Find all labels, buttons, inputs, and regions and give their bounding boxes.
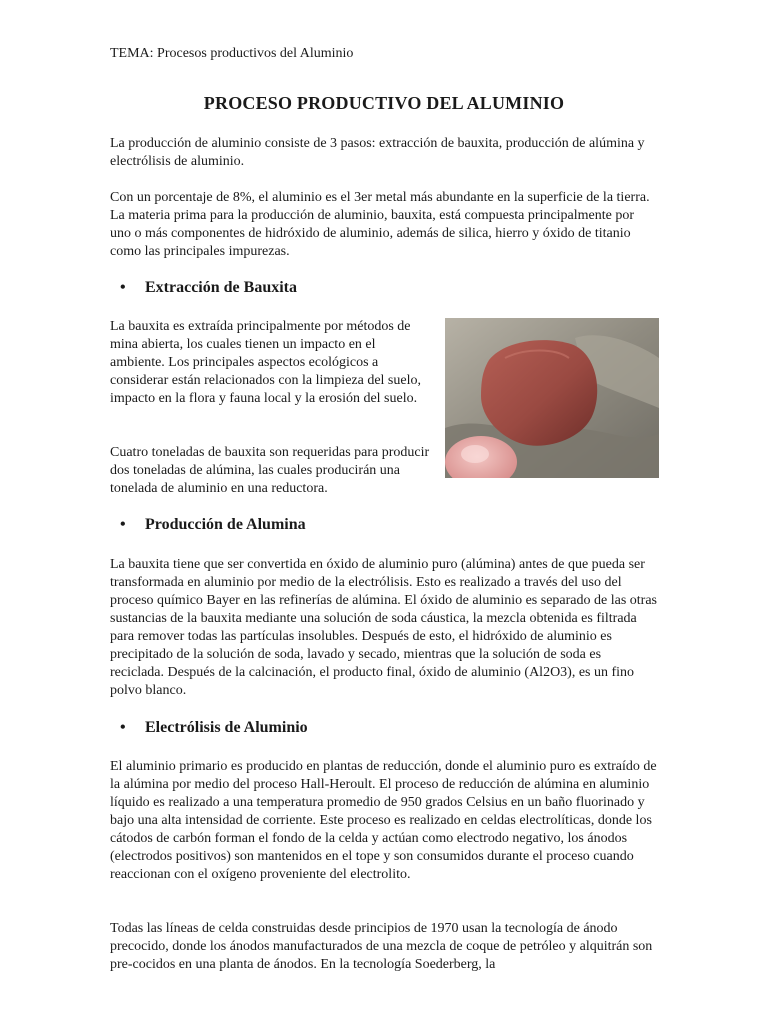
bullet-icon: • (120, 719, 126, 736)
bauxite-rock (481, 340, 597, 446)
document-title: PROCESO PRODUCTIVO DEL ALUMINIO (203, 93, 565, 113)
intro-paragraph-1: La producción de aluminio consiste de 3 pasos: extracción de bauxita, producción de alúmina y electrólisis de aluminio. (110, 136, 645, 169)
alumina-paragraph-1: La bauxita tiene que ser convertida en óxido de aluminio puro (alúmina) antes de que pueda ser transformada en aluminio por medio de la electrólisis. Esto es realizado a través del uso del proceso químico Bayer en las refinerías de alúmina. El óxido de aluminio es separado de las otras sustancias de la bauxita mediante una solución de soda cáustica, la mezcla obtenida es filtrada para remover todas las partículas insolubles. Después de esto, el hidróxido de aluminio es precipitado de la solución de soda, lavado y secado, mientras que la solución de soda es reciclada. Después de la calcinación, el producto final, óxido de aluminio (Al2O3), es un fino polvo blanco. (110, 557, 657, 698)
section-heading-label: Extracción de Bauxita (145, 279, 297, 296)
bullet-icon: • (120, 279, 126, 296)
section-heading-alumina-production (120, 516, 306, 534)
intro-paragraph-2: Con un porcentaje de 8%, el aluminio es el 3er metal más abundante en la superficie de la tierra. La materia prima para la producción de aluminio, bauxita, está compuesta principalmente por uno o más componentes de hidróxido de aluminio, además de silica, hierro y óxido de titanio como las principales impurezas. (110, 190, 650, 259)
section-heading-label: Producción de Alumina (145, 516, 306, 533)
bauxite-paragraph-1: La bauxita es extraída principalmente por métodos de mina abierta, los cuales tienen un impacto en el ambiente. Los principales aspectos ecológicos a considerar están relacionados con la limpieza del suelo, impacto en la flora y fauna local y la erosión del suelo. (110, 319, 421, 406)
section-heading-label: Electrólisis de Aluminio (145, 719, 308, 736)
bauxite-rock-photo (445, 318, 659, 478)
electrolysis-paragraph-2: Todas las líneas de celda construidas desde principios de 1970 usan la tecnología de ánodo precocido, donde los ánodos manufacturados de una mezcla de coque de petróleo y alquitrán son pre-cocidos en una planta de ánodos. En la tecnología Soederberg, la (110, 921, 653, 972)
bauxite-paragraph-2: Cuatro toneladas de bauxita son requeridas para producir dos toneladas de alúmina, las cuales producirán una tonelada de aluminio en una reductora. (110, 445, 430, 496)
bullet-icon: • (120, 516, 126, 533)
fingernail-shine (461, 445, 489, 463)
topic-line: TEMA: Procesos productivos del Aluminio (110, 46, 354, 61)
section-heading-aluminum-electrolysis (120, 719, 308, 737)
section-heading-bauxite-extraction (120, 279, 297, 297)
electrolysis-paragraph-1: El aluminio primario es producido en plantas de reducción, donde el aluminio puro es extraído de la alúmina por medio del proceso Hall-Heroult. El proceso de reducción de alúmina en aluminio líquido es realizado a una temperatura promedio de 950 grados Celsius en un baño fluorinado y bajo una alta intensidad de corriente. Este proceso es realizado en celdas electrolíticas, donde los cátodos de carbón forman el fondo de la celda y actúan como electrodo negativo, los ánodos (electrodos positivos) son mantenidos en el tope y son consumidos durante el proceso cuando reaccionan con el oxígeno proveniente del electrolito. (110, 759, 657, 882)
